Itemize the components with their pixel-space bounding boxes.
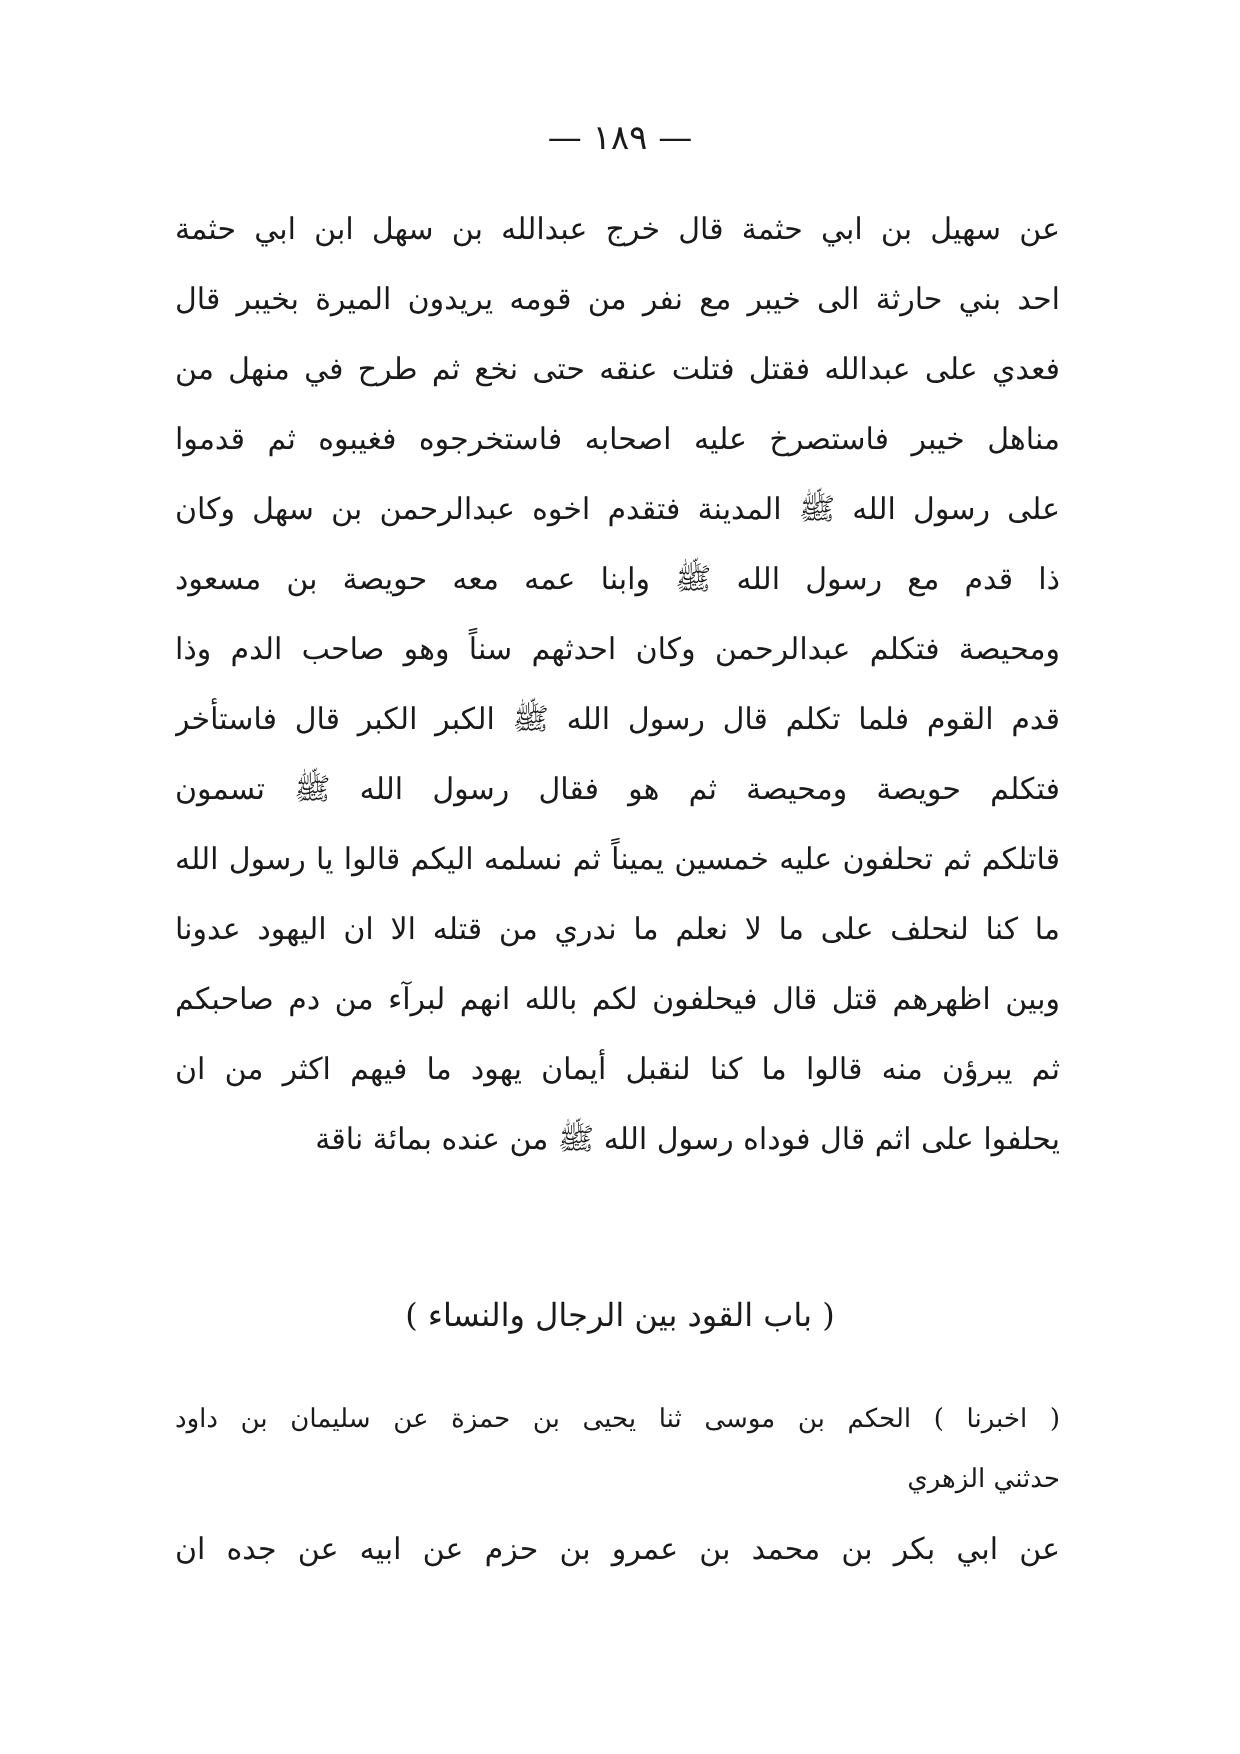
text-line: ما كنا لنحلف على ما لا نعلم ما ندري من قتله الا ان اليهود عدونا — [175, 912, 1060, 947]
text-line: قاتلكم ثم تحلفون عليه خمسين يميناً ثم نسلمه اليكم قالوا يا رسول الله — [175, 842, 1060, 877]
isnad-line: حدثني الزهري — [907, 1464, 1060, 1494]
text-line: ومحيصة فتكلم عبدالرحمن وكان احدثهم سناً وهو صاحب الدم وذا — [175, 632, 1060, 667]
text-line: عن سهيل بن ابي حثمة قال خرج عبدالله بن سهل ابن ابي حثمة — [175, 212, 1060, 247]
page-number: — ١٨٩ — — [547, 118, 693, 158]
isnad-line: ( اخبرنا ) الحكم بن موسى ثنا يحيى بن حمزة عن سليمان بن داود — [175, 1404, 1060, 1434]
text-line: مناهل خيبر فاستصرخ عليه اصحابه فاستخرجوه فغيبوه ثم قدموا — [175, 422, 1060, 457]
text-line: على رسول الله ﷺ المدينة فتقدم اخوه عبدالرحمن بن سهل وكان — [175, 492, 1060, 527]
hadith-text-block — [175, 200, 1060, 1180]
text-line: قدم القوم فلما تكلم قال رسول الله ﷺ الكبر الكبر قال فاستأخر — [175, 702, 1060, 737]
text-line: ذا قدم مع رسول الله ﷺ وابنا عمه معه حويصة بن مسعود — [175, 562, 1060, 597]
text-line: عن ابي بكر بن محمد بن عمرو بن حزم عن ابيه عن جده ان — [175, 1532, 1060, 1567]
text-line: ثم يبرؤن منه قالوا ما كنا لنقبل أيمان يهود ما فيهم اكثر من ان — [175, 1052, 1060, 1087]
text-line: وبين اظهرهم قتل قال فيحلفون لكم بالله انهم لبرآء من دم صاحبكم — [175, 982, 1060, 1017]
text-line: فتكلم حويصة ومحيصة ثم هو فقال رسول الله ﷺ تسمون — [175, 772, 1060, 807]
isnad-block — [175, 1395, 1060, 1515]
chapter-heading: ( باب القود بين الرجال والنساء ) — [405, 1296, 835, 1334]
text-line: يحلفوا على اثم قال فوداه رسول الله ﷺ من عنده بمائة ناقة — [315, 1122, 1060, 1157]
text-line: احد بني حارثة الى خيبر مع نفر من قومه يريدون الميرة بخيبر قال — [175, 282, 1060, 317]
text-line: فعدي على عبدالله فقتل فتلت عنقه حتى نخع ثم طرح في منهل من — [175, 352, 1060, 387]
continuation-block — [175, 1520, 1060, 1590]
